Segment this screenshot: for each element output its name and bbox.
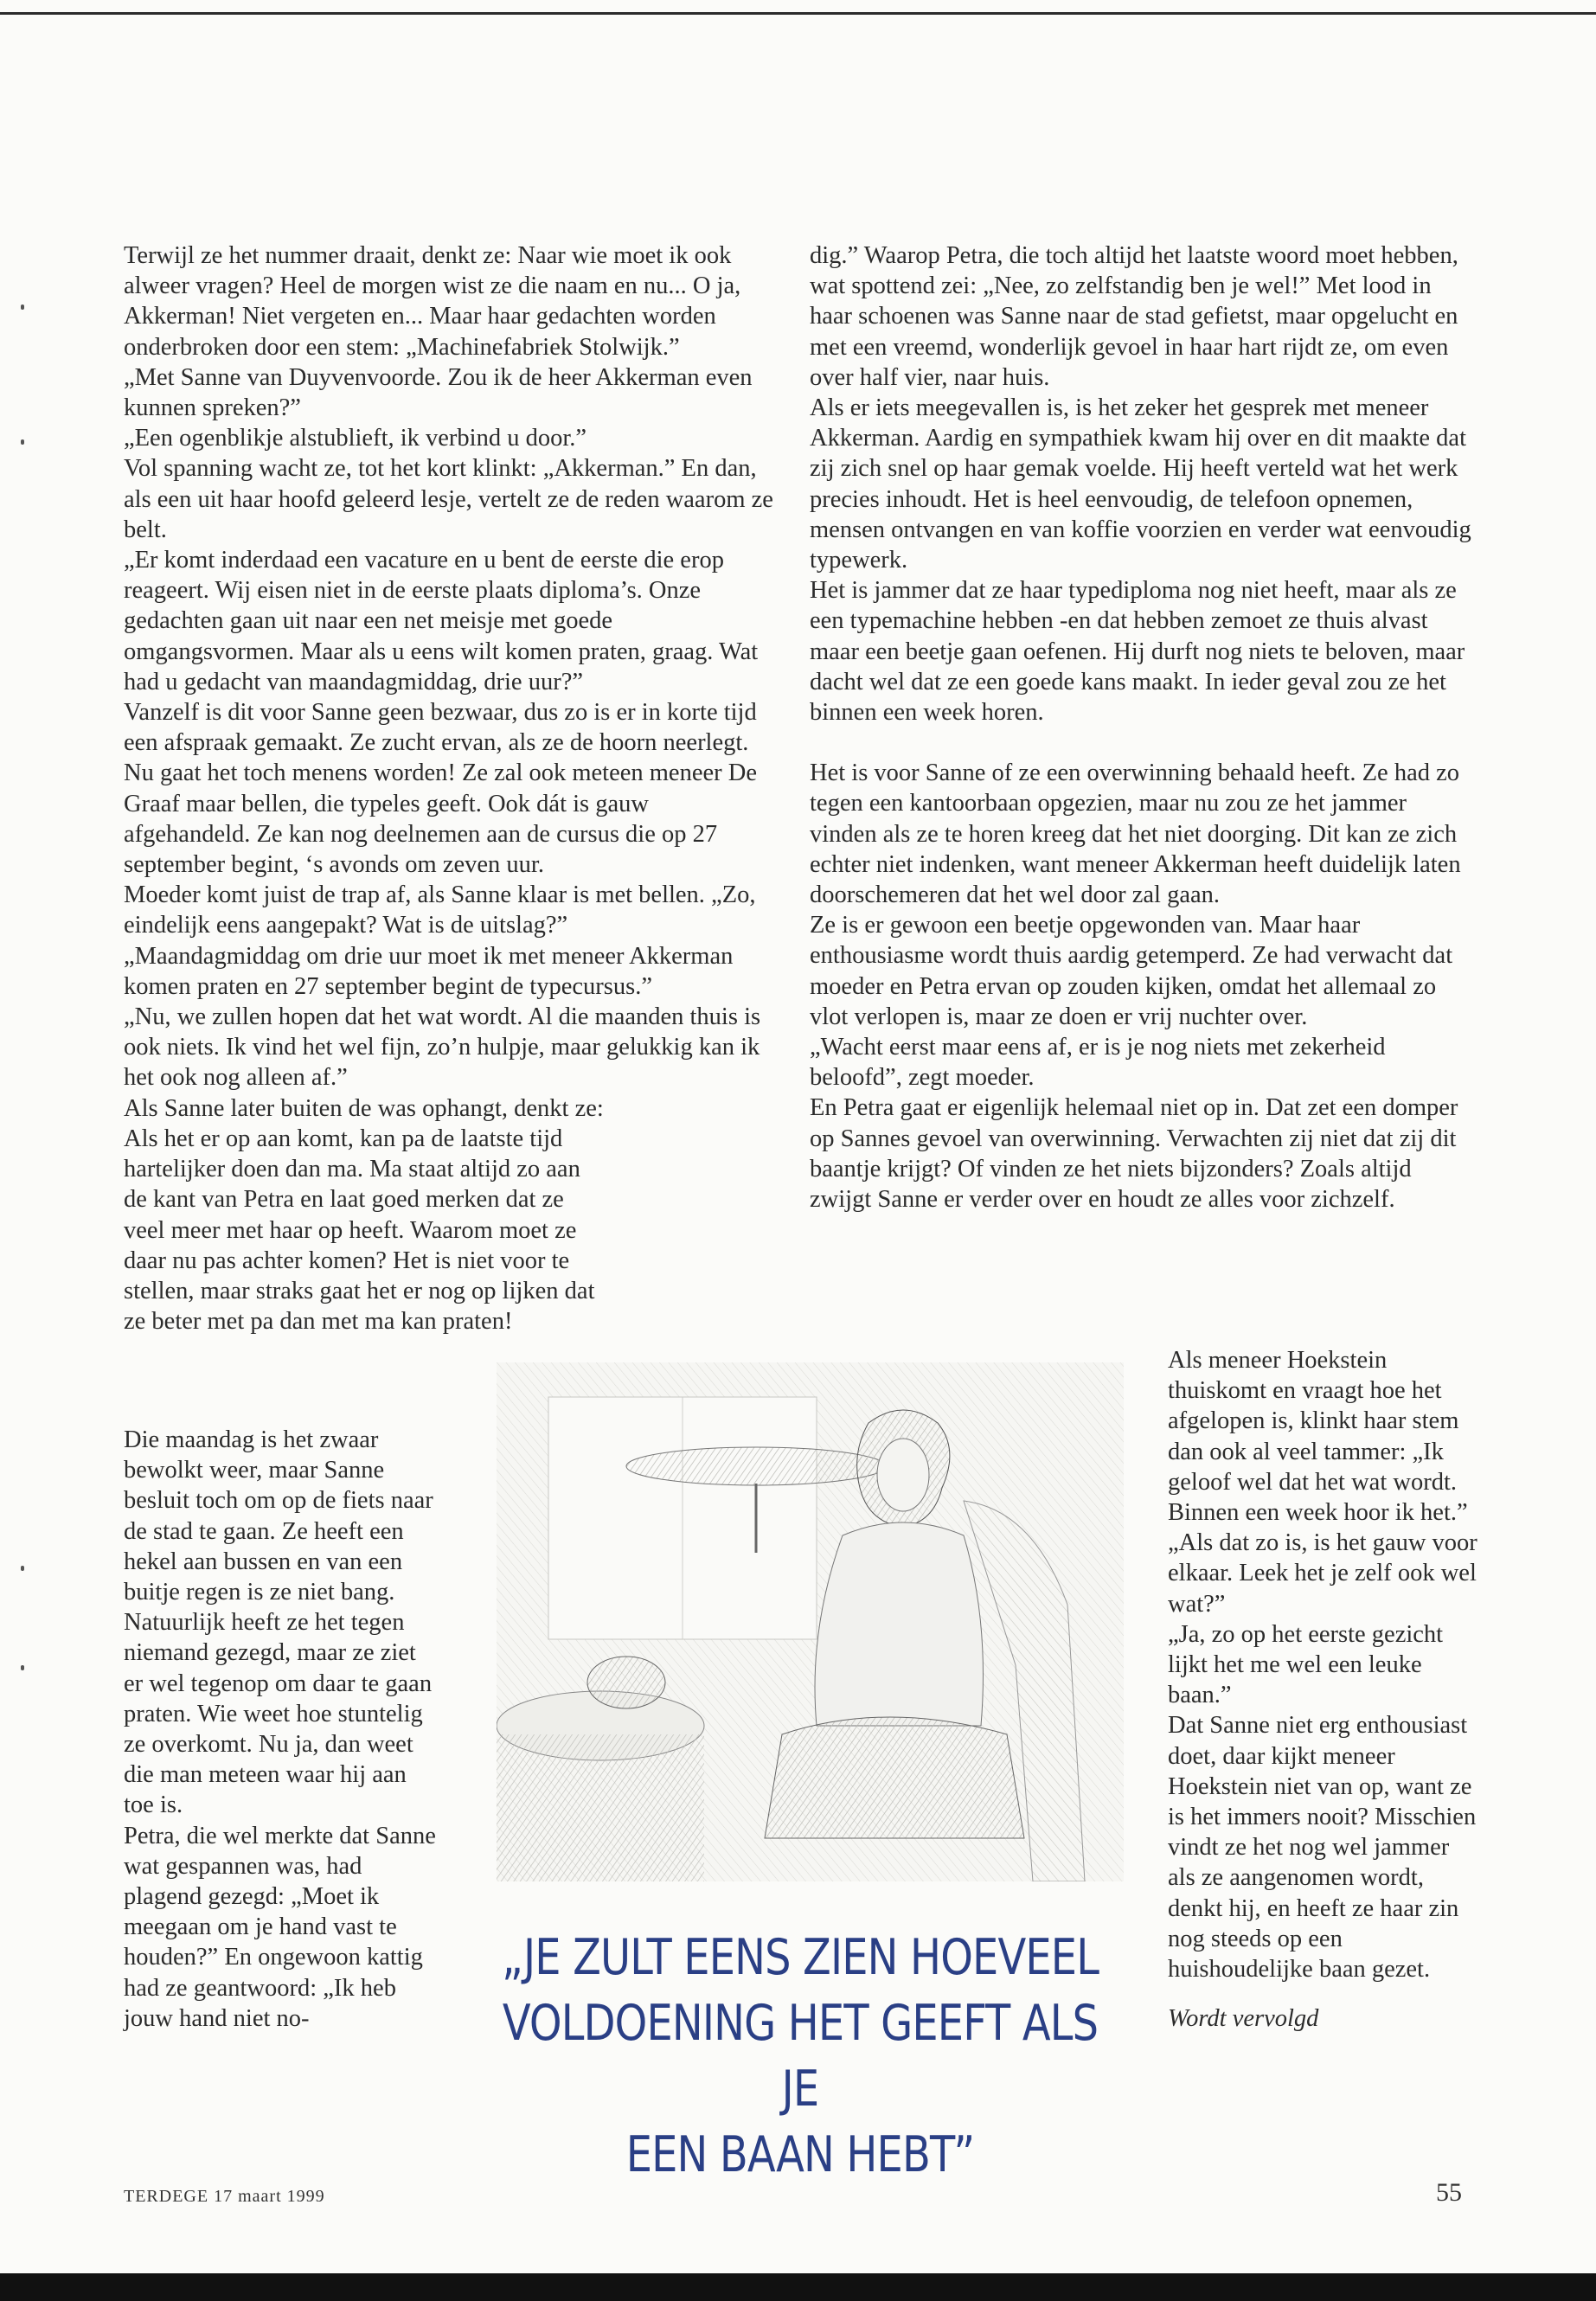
pencil-illustration: [497, 1362, 1124, 1881]
paragraph: „Nu, we zullen hopen dat het wat wordt. Al die maanden thuis is ook niets. Ik vind het wel fijn, zo’n hulpje, maar gelukkig kan ik het ook nog alleen af.”: [124, 1003, 761, 1092]
article-column-right: [810, 240, 1476, 1215]
paragraph: Ze is er gewoon een beetje opgewonden van. Maar haar enthousiasme wordt thuis aardig getemperd. Ze had verwacht dat moeder en Petra ervan op zouden kijken, omdat het allemaal zo vlot verlopen is, maar ze doen er vrij nuchter over.: [810, 912, 1453, 1030]
paragraph: Dat Sanne niet erg enthousiast doet, daar kijkt meneer Hoekstein niet van op, want ze is het immers nooit? Misschien vindt ze het nog wel jammer als ze aangenomen wordt, denkt hij, en heeft ze haar zin nog steeds op een huishoudelijke baan gezet.: [1168, 1712, 1477, 1984]
paragraph: Vol spanning wacht ze, tot het kort klinkt: „Akkerman.” En dan, als een uit haar hoofd geleerd lesje, vertelt ze de reden waarom ze belt.: [124, 455, 773, 543]
paragraph: Moeder komt juist de trap af, als Sanne klaar is met bellen. „Zo, eindelijk eens aangepakt? Wat is de uitslag?”: [124, 881, 756, 939]
paragraph: „Er komt inderdaad een vacature en u bent de eerste die erop reageert. Wij eisen niet in de eerste plaats diploma’s. Onze gedachten gaan uit naar een net meisje met goede omgangsvormen. Maar als u eens wilt komen praten, graag. Wat had u gedacht van maandagmiddag, drie uur?”: [124, 547, 759, 695]
article-column-left: [124, 240, 781, 1336]
woman-blouse: [815, 1522, 984, 1726]
paragraph: Het is jammer dat ze haar typediploma nog niet heeft, maar als ze een typemachine hebben -en dat hebben zemoet ze thuis alvast maar een beetje gaan oefenen. Hij durft nog niets te beloven, maar dacht wel dat ze een goede kans maakt. In ieder geval zou ze het binnen een week horen.: [810, 577, 1465, 727]
paragraph: Petra, die wel merkte dat Sanne wat gespannen was, had plagend gezegd: „Moet ik meegaan om je hand vast te houden?” En ongewoon kattig had ze geantwoord: „Ik heb jouw hand niet no-: [124, 1822, 436, 2032]
paragraph: Natuurlijk heeft ze het tegen niemand gezegd, maar ze ziet er wel tegenop om daar te gaan praten. Wie weet hoe stuntelig ze overkomt. Nu ja, dan weet die man meteen waar hij aan toe is.: [124, 1609, 433, 1819]
pull-quote-line: EEN BAAN HEBT”: [625, 2126, 975, 2183]
scan-mark: [21, 439, 24, 445]
woman-face: [877, 1439, 929, 1511]
to-be-continued: Wordt vervolgd: [1168, 2005, 1319, 2033]
article-column-right-narrow: [1168, 1345, 1479, 2034]
paragraph: „Wacht eerst maar eens af, er is je nog niets met zekerheid beloofd”, zegt moeder.: [810, 1034, 1386, 1092]
paragraph: Als er iets meegevallen is, is het zeker het gesprek met meneer Akkerman. Aardig en sympathiek kwam hij over en dit maakte dat zij zich snel op haar gemak voelde. Hij heeft verteld wat het werk precies inhoudt. Het is heel eenvoudig, de telefoon opnemen, mensen ontvangen en van koffie voorzien en verder wat eenvoudig typewerk.: [810, 394, 1471, 574]
pull-quote-line: VOLDOENING HET GEEFT ALS JE: [502, 1995, 1099, 2118]
paragraph: „Een ogenblikje alstublieft, ik verbind u door.”: [124, 425, 587, 452]
scan-mark: [21, 304, 24, 310]
woman-skirt: [765, 1717, 1024, 1838]
paragraph: „Met Sanne van Duyvenvoorde. Zou ik de heer Akkerman even kunnen spreken?”: [124, 363, 753, 422]
paragraph: Als Sanne later buiten de was ophangt, denkt ze: Als het er op aan komt, kan pa de laatste tijd hartelijker doen dan ma. Ma staat altijd zo aan de kant van Petra en laat goed merken dat ze veel meer met haar op heeft. Waarom moet ze daar nu pas achter komen? Het is niet voor te stellen, maar straks gaat het er nog op lijken dat ze beter met pa dan met ma kan praten!: [124, 1094, 604, 1336]
top-rule: [0, 12, 1596, 15]
paragraph: „Als dat zo is, is het gauw voor elkaar. Leek het je zelf ook wel wat?”: [1168, 1529, 1477, 1618]
pull-quote: [491, 1925, 1109, 2188]
paragraph: Vanzelf is dit voor Sanne geen bezwaar, dus zo is er in korte tijd een afspraak gemaakt. Ze zucht ervan, als ze de hoorn neerlegt. Nu gaat het toch menens worden! Ze zal ook meteen meneer De Graaf maar bellen, die typeles geeft. Ook dát is gauw afgehandeld. Ze kan nog deelnemen aan de cursus die op 27 september begint, ‘s avonds om zeven uur.: [124, 699, 757, 879]
paragraph: „Maandagmiddag om drie uur moet ik met meneer Akkerman komen praten en 27 september begint de typecursus.”: [124, 942, 734, 1000]
paragraph: Terwijl ze het nummer draait, denkt ze: Naar wie moet ik ook alweer vragen? Heel de morgen wist ze die naam en nu... O ja, Akkerman! Niet vergeten en... Maar haar gedachten worden onderbroken door een stem: „Machinefabriek Stolwijk.”: [124, 242, 741, 361]
paragraph: Die maandag is het zwaar bewolkt weer, maar Sanne besluit toch om op de fiets naar de stad te gaan. Ze heeft een hekel aan bussen en van een buitje regen is ze niet bang.: [124, 1426, 433, 1606]
paragraph: Het is voor Sanne of ze een overwinning behaald heeft. Ze had zo tegen een kantoorbaan opgezien, maar nu zou ze het jammer vinden als ze te horen kreeg dat het niet doorging. Dit kan ze zich echter niet indenken, want meneer Akkerman heeft duidelijk laten doorschemeren dat het wel door zal gaan.: [810, 760, 1461, 909]
paragraph: „Ja, zo op het eerste gezicht lijkt het me wel een leuke baan.”: [1168, 1620, 1444, 1709]
paragraph: En Petra gaat er eigenlijk helemaal niet op in. Dat zet een domper op Sannes gevoel van overwinning. Verwachten zij niet dat zij dit baantje krijgt? Of vinden ze het niets bijzonders? Zoals altijd zwijgt Sanne er verder over en houdt ze alles voor zichzelf.: [810, 1094, 1458, 1214]
paragraph: Als meneer Hoekstein thuiskomt en vraagt hoe het afgelopen is, klinkt haar stem dan ook al veel tammer: „Ik geloof wel dat het wat wordt. Binnen een week hoor ik het.”: [1168, 1347, 1468, 1527]
illustration-drawing: [497, 1362, 1124, 1881]
pull-quote-line: „JE ZULT EENS ZIEN HOEVEEL: [501, 1929, 1099, 1986]
lamp-shade: [626, 1447, 886, 1485]
tablecloth: [497, 1734, 704, 1881]
scan-mark: [21, 1566, 24, 1571]
article-column-left-narrow: [124, 1347, 439, 2034]
page-number: 55: [1436, 2178, 1462, 2207]
scan-mark: [21, 1665, 24, 1670]
paragraph: dig.” Waarop Petra, die toch altijd het laatste woord moet hebben, wat spottend zei: „Nee, zo zelfstandig ben je wel!” Met lood in haar schoenen was Sanne naar de stad gefietst, maar opgelucht en met een vreemd, wonderlijk gevoel in haar hart rijdt ze, om even over half vier, naar huis.: [810, 242, 1458, 391]
publication-footer: TERDEGE 17 maart 1999: [124, 2187, 325, 2206]
bottom-border: [0, 2273, 1596, 2301]
flower-bowl: [587, 1657, 665, 1708]
